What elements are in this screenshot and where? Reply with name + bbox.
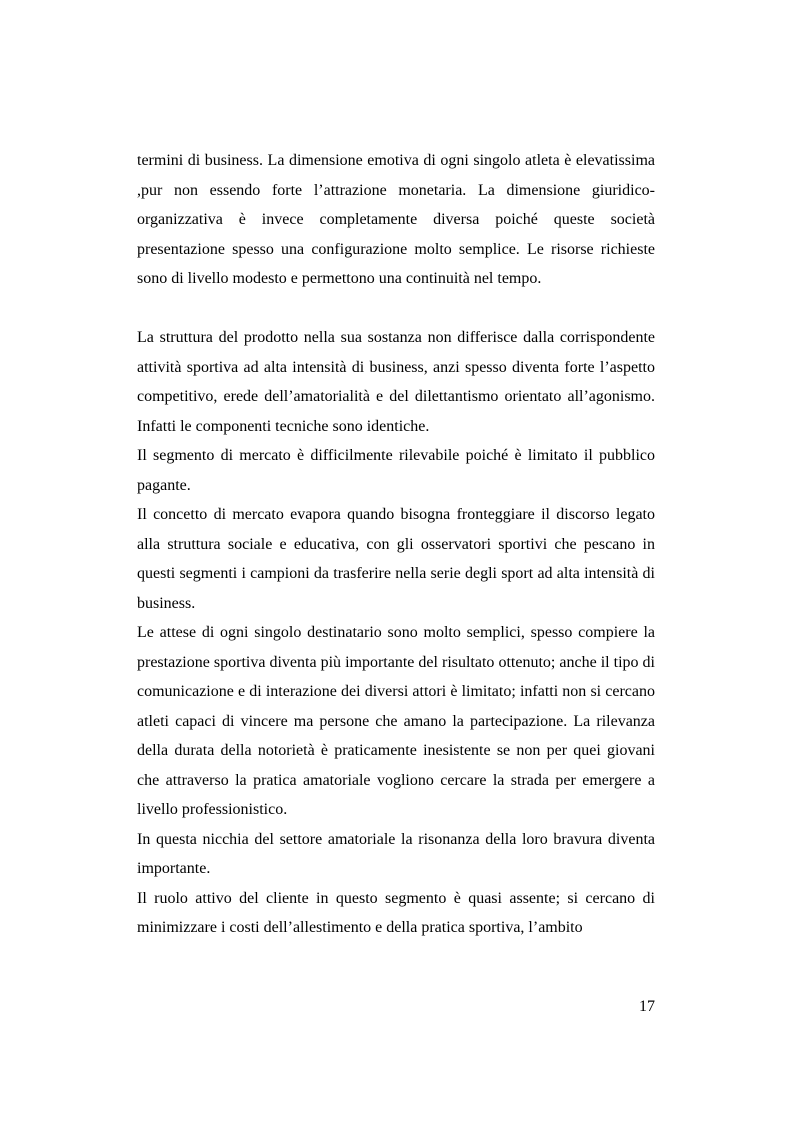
- paragraph-6: In questa nicchia del settore amatoriale la risonanza della loro bravura diventa importante.: [137, 830, 655, 877]
- paragraph-1: termini di business. La dimensione emotiva di ogni singolo atleta è elevatissima ,pur non essendo forte l’attrazione monetaria. La dimensione giuridico-organizzativa è invece completamente diversa poiché queste società presentazione spesso una configurazione molto semplice. Le risorse richieste sono di livello modesto e permettono una continuità nel tempo.: [137, 152, 655, 287]
- page-number: 17: [639, 998, 655, 1015]
- body-text: [137, 146, 655, 943]
- paragraph-7: Il ruolo attivo del cliente in questo segmento è quasi assente; si cercano di minimizzare i costi dell’allestimento e della pratica sportiva, l’ambito: [137, 889, 655, 936]
- paragraph-4: Il concetto di mercato evapora quando bisogna fronteggiare il discorso legato alla struttura sociale e educativa, con gli osservatori sportivi che pescano in questi segmenti i campioni da trasferire nella serie degli sport ad alta intensità di business.: [137, 506, 655, 612]
- paragraph-5: Le attese di ogni singolo destinatario sono molto semplici, spesso compiere la prestazione sportiva diventa più importante del risultato ottenuto; anche il tipo di comunicazione e di interazione dei diversi attori è limitato; infatti non si cercano atleti capaci di vincere ma persone che amano la partecipazione. La rilevanza della durata della notorietà è praticamente inesistente se non per quei giovani che attraverso la pratica amatoriale vogliono cercare la strada per emergere a livello professionistico.: [137, 624, 655, 818]
- paragraph-3: Il segmento di mercato è difficilmente rilevabile poiché è limitato il pubblico pagante.: [137, 447, 655, 494]
- paragraph-spacer: [137, 294, 655, 324]
- paragraph-2: La struttura del prodotto nella sua sostanza non differisce dalla corrispondente attività sportiva ad alta intensità di business, anzi spesso diventa forte l’aspetto competitivo, erede dell’amatorialità e del dilettantismo orientato all’agonismo. Infatti le componenti tecniche sono identiche.: [137, 329, 655, 435]
